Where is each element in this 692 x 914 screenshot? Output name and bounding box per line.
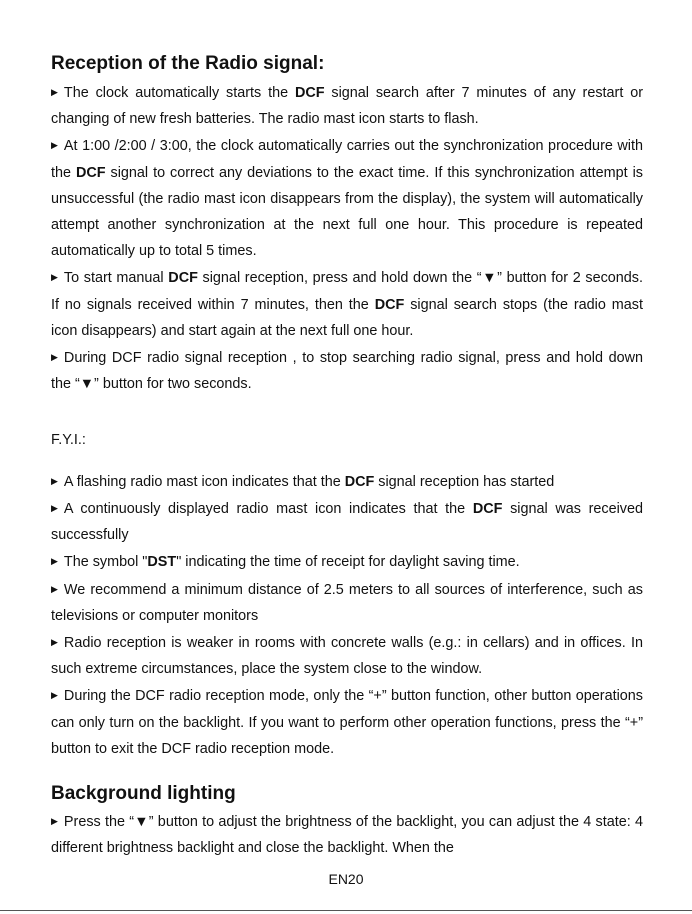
text-run: During DCF radio signal reception , to stop searching radio signal, press and hold down the “▼” button for two seconds.	[51, 350, 643, 393]
fyi-item-interference-distance	[51, 576, 643, 629]
bold-term: DCF	[472, 501, 503, 518]
text-run: signal search stops (the radio mast icon disappears) and start again at the next full one hour.	[51, 296, 643, 339]
page-number: EN20	[328, 871, 364, 887]
bold-term: DST	[147, 554, 177, 571]
bold-term: DCF	[294, 85, 325, 101]
paragraph-synchronization	[51, 132, 643, 264]
section-heading-background-lighting: Background lighting	[51, 783, 236, 805]
text-run: A continuously displayed radio mast icon indicates that the	[63, 501, 473, 518]
fyi-label: F.Y.I.:	[51, 432, 86, 449]
fyi-item-flashing-icon	[51, 468, 643, 495]
fyi-item-continuous-icon	[51, 495, 643, 548]
text-run: Radio reception is weaker in rooms with concrete walls (e.g.: in cellars) and in offices. In such extreme circumstances, place the system close to the window.	[51, 635, 643, 678]
bold-term: DCF	[168, 270, 198, 287]
text-run: signal to correct any deviations to the exact time. If this synchronization attempt is unsuccessful (the radio mast icon disappears from the display), the system will automatically attempt another synchronization at the next full one hour. This procedure is repeated automatically up to total 5 times.	[51, 164, 643, 260]
text-run: During the DCF radio reception mode, only the “+” button function, other button operations can only turn on the backlight. If you want to perform other operation functions, press the “+” button to exit the DCF radio reception mode.	[51, 688, 643, 757]
text-run: The symbol "	[63, 554, 148, 571]
text-run: To start manual	[63, 270, 169, 287]
text-run: We recommend a minimum distance of 2.5 meters to all sources of interference, such as televisions or computer monitors	[51, 581, 643, 624]
manual-page	[51, 52, 643, 861]
paragraph-stop-search	[51, 344, 643, 397]
bold-term: DCF	[374, 296, 405, 313]
text-run: The clock automatically starts the	[63, 85, 295, 101]
bold-term: DCF	[344, 473, 375, 490]
paragraph-backlight	[51, 808, 643, 861]
text-run: signal search after 7 minutes of any restart or changing of new fresh batteries. The radio mast icon starts to flash.	[51, 85, 643, 128]
paragraph-auto-search	[51, 79, 643, 132]
page-bottom-rule	[0, 910, 692, 911]
text-run: signal reception has started	[374, 473, 555, 490]
fyi-item-weak-reception	[51, 629, 643, 682]
paragraph-manual-reception	[51, 264, 643, 344]
text-run: " indicating the time of receipt for daylight saving time.	[176, 554, 520, 571]
bold-term: DCF	[75, 164, 106, 181]
section-heading-radio-reception: Reception of the Radio signal:	[51, 53, 325, 74]
fyi-item-reception-mode	[51, 682, 643, 762]
text-run: A flashing radio mast icon indicates that the	[63, 473, 345, 490]
text-run: Press the “▼” button to adjust the brightness of the backlight, you can adjust the 4 state: 4 different brightness backlight and close the backlight. When the	[51, 814, 643, 857]
text-run: signal reception, press and hold down the “▼” button for 2 seconds. If no signals received within 7 minutes, then the	[51, 270, 643, 313]
fyi-item-dst-symbol	[51, 548, 643, 575]
text-run: signal was received successfully	[51, 501, 643, 544]
text-run: At 1:00 /2:00 / 3:00, the clock automatically carries out the synchronization procedure with the	[51, 138, 643, 181]
